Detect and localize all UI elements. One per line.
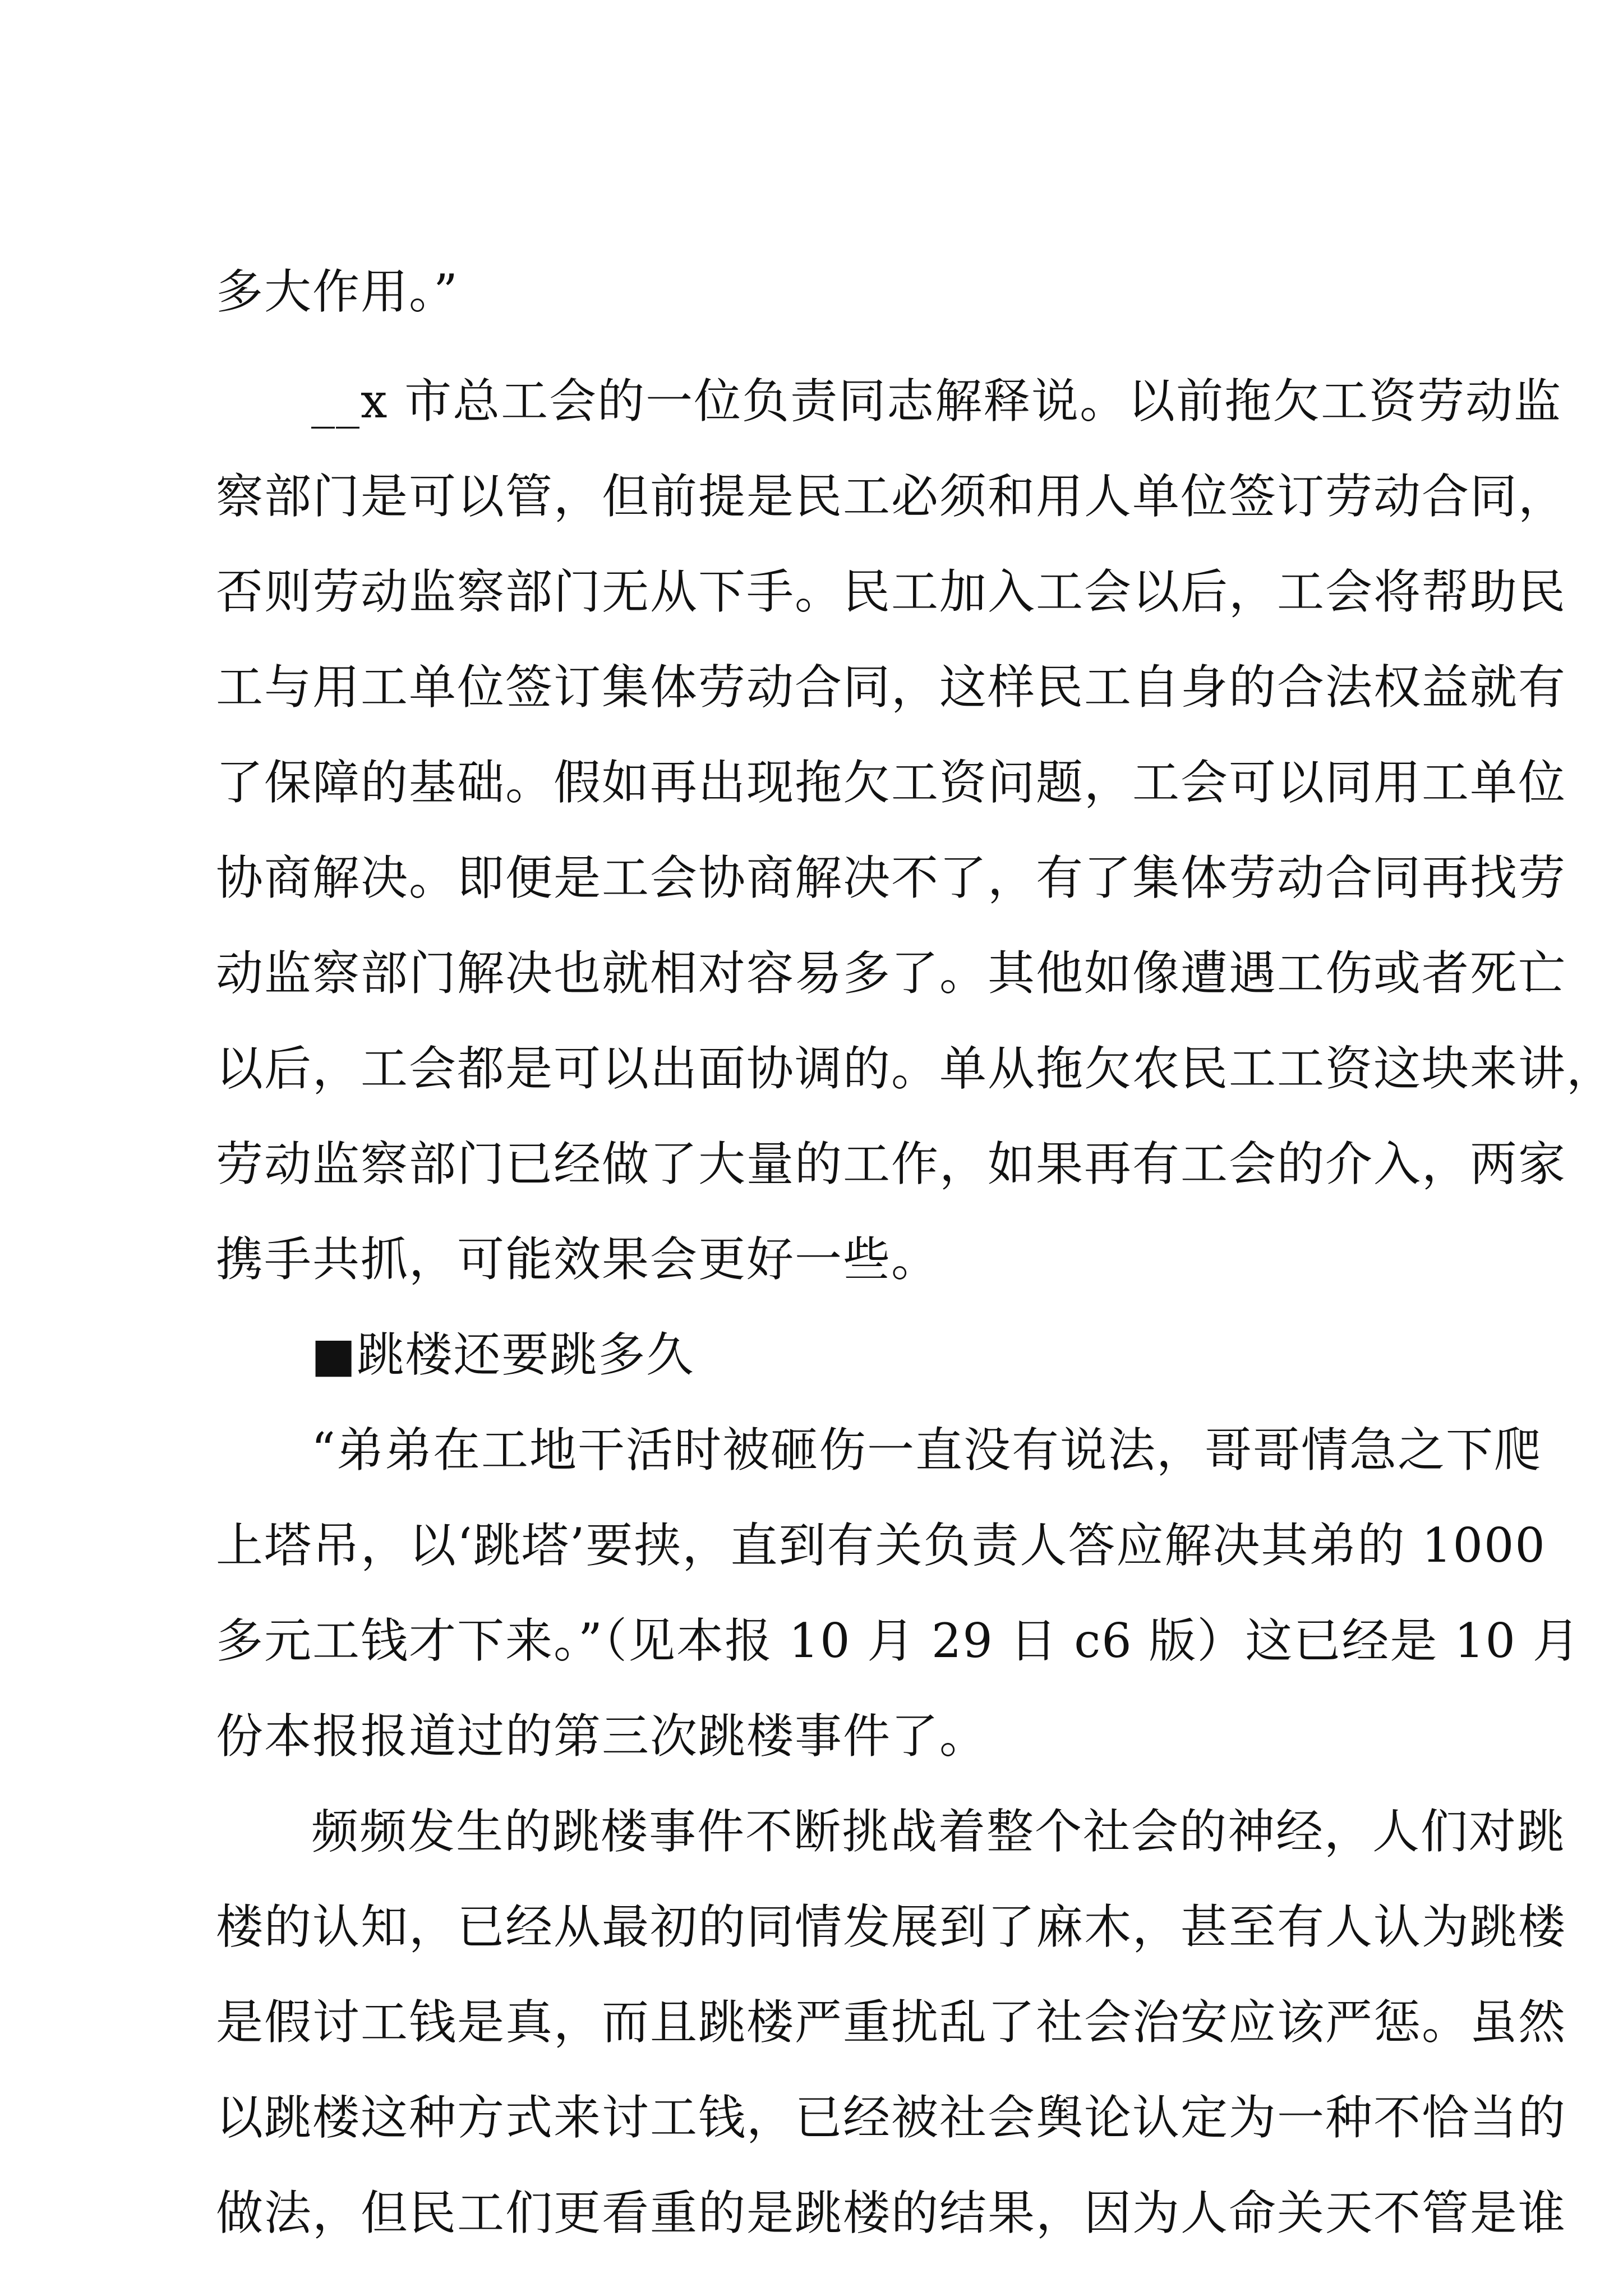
text-line-19: 是假讨工钱是真，而且跳楼严重扰乱了社会治安应该严惩。虽然 xyxy=(216,1995,1567,2050)
text-line-14: 上塔吊，以‘跳塔’要挟，直到有关负责人答应解决其弟的 1000 xyxy=(216,1518,1546,1573)
text-line-18: 楼的认知，已经从最初的同情发展到了麻木，甚至有人认为跳楼 xyxy=(216,1899,1567,1954)
text-line-6: 了保障的基础。假如再出现拖欠工资问题，工会可以同用工单位 xyxy=(216,755,1567,810)
text-line-1: 多大作用。” xyxy=(216,264,459,319)
text-line-20: 以跳楼这种方式来讨工钱，已经被社会舆论认定为一种不恰当的 xyxy=(216,2090,1567,2145)
text-line-8: 动监察部门解决也就相对容易多了。其他如像遭遇工伤或者死亡 xyxy=(216,946,1567,1001)
text-line-11: 携手共抓，可能效果会更好一些。 xyxy=(216,1232,940,1287)
text-line-3: 察部门是可以管，但前提是民工必须和用人单位签订劳动合同， xyxy=(216,469,1567,524)
section-heading: ■跳楼还要跳多久 xyxy=(311,1327,695,1382)
text-line-21: 做法，但民工们更看重的是跳楼的结果，因为人命关天不管是谁 xyxy=(216,2185,1567,2240)
text-line-16: 份本报报道过的第三次跳楼事件了。 xyxy=(216,1709,988,1764)
text-line-10: 劳动监察部门已经做了大量的工作，如果再有工会的介入，两家 xyxy=(216,1137,1567,1191)
text-line-13: “弟弟在工地干活时被砸伤一直没有说法，哥哥情急之下爬 xyxy=(311,1423,1542,1478)
text-line-7: 协商解决。即便是工会协商解决不了，有了集体劳动合同再找劳 xyxy=(216,850,1567,905)
text-line-15: 多元工钱才下来。”（见本报 10 月 29 日 c6 版）这已经是 10 月 xyxy=(216,1613,1581,1668)
text-line-9: 以后，工会都是可以出面协调的。单从拖欠农民工工资这块来讲， xyxy=(216,1041,1615,1096)
text-line-5: 工与用工单位签订集体劳动合同，这样民工自身的合法权益就有 xyxy=(216,660,1567,715)
text-line-17: 频频发生的跳楼事件不断挑战着整个社会的神经，人们对跳 xyxy=(311,1804,1566,1859)
text-line-4: 否则劳动监察部门无从下手。民工加入工会以后，工会将帮助民 xyxy=(216,564,1567,619)
text-line-2: __x 市总工会的一位负责同志解释说。以前拖欠工资劳动监 xyxy=(311,374,1562,429)
